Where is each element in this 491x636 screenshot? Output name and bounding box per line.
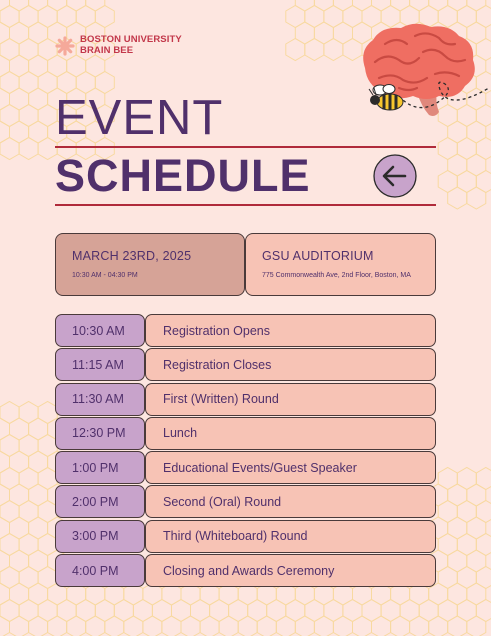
schedule-time: 11:15 AM	[55, 348, 145, 381]
honeycomb-cell	[476, 138, 491, 160]
schedule-row	[55, 520, 436, 554]
event-venue: GSU AUDITORIUM	[262, 249, 374, 263]
title-rule-bottom	[55, 204, 436, 206]
honeycomb-cell	[476, 567, 491, 589]
schedule-row	[55, 554, 436, 588]
honeycomb-cell	[286, 39, 305, 61]
honeycomb-cell	[276, 616, 295, 636]
honeycomb-cell	[295, 616, 314, 636]
arrow-left-icon	[373, 154, 417, 198]
schedule-event: Third (Whiteboard) Round	[145, 520, 436, 553]
honeycomb-cell	[219, 616, 238, 636]
honeycomb-cell	[0, 138, 19, 160]
honeycomb-cell	[353, 0, 372, 11]
honeycomb-cell	[295, 0, 314, 11]
schedule-row	[55, 485, 436, 519]
schedule-row	[55, 451, 436, 485]
schedule-event: First (Written) Round	[145, 383, 436, 416]
org-name-line1: BOSTON UNIVERSITY	[80, 34, 182, 45]
schedule-time: 4:00 PM	[55, 554, 145, 587]
schedule-row	[55, 383, 436, 417]
event-venue-card	[245, 233, 436, 296]
honeycomb-cell	[29, 0, 48, 11]
schedule-time: 2:00 PM	[55, 485, 145, 518]
honeycomb-cell	[181, 616, 200, 636]
bee-flight-trail	[395, 66, 491, 116]
honeycomb-cell	[86, 616, 105, 636]
honeycomb-cell	[429, 0, 448, 11]
honeycomb-cell	[333, 0, 352, 11]
schedule-event: Second (Oral) Round	[145, 485, 436, 518]
honeycomb-cell	[48, 616, 67, 636]
event-address: 775 Commonwealth Ave, 2nd Floor, Boston, MA	[262, 272, 411, 279]
schedule-row	[55, 314, 436, 348]
honeycomb-cell	[467, 187, 486, 209]
org-header	[55, 35, 182, 56]
honeycomb-cell	[476, 171, 491, 193]
honeycomb-cell	[10, 616, 29, 636]
schedule-row	[55, 348, 436, 382]
honeycomb-cell	[124, 616, 143, 636]
honeycomb-cell	[305, 39, 324, 61]
schedule-event: Lunch	[145, 417, 436, 450]
schedule-event: Closing and Awards Ceremony	[145, 554, 436, 587]
honeycomb-cell	[467, 0, 486, 11]
honeycomb-cell	[10, 0, 29, 11]
title-schedule: SCHEDULE	[55, 150, 311, 201]
honeycomb-cell	[314, 0, 333, 11]
event-date-card	[55, 233, 245, 296]
honeycomb-cell	[410, 0, 429, 11]
honeycomb-cell	[19, 138, 38, 160]
honeycomb-cell	[0, 0, 10, 11]
schedule-event: Registration Closes	[145, 348, 436, 381]
honeycomb-cell	[372, 616, 391, 636]
schedule-table	[55, 314, 436, 588]
honeycomb-cell	[429, 616, 448, 636]
honeycomb-cell	[143, 616, 162, 636]
schedule-event: Registration Opens	[145, 314, 436, 347]
honeycomb-cell	[86, 0, 105, 11]
honeycomb-cell	[67, 616, 86, 636]
title-event: EVENT	[55, 91, 224, 145]
bee-icon	[368, 81, 408, 115]
honeycomb-cell	[257, 616, 276, 636]
honeycomb-cell	[333, 616, 352, 636]
event-date: MARCH 23RD, 2025	[72, 249, 192, 263]
honeycomb-cell	[476, 501, 491, 523]
schedule-row	[55, 417, 436, 451]
honeycomb-cell	[0, 616, 10, 636]
schedule-time: 12:30 PM	[55, 417, 145, 450]
honeycomb-cell	[353, 616, 372, 636]
honeycomb-cell	[67, 0, 86, 11]
schedule-time: 10:30 AM	[55, 314, 145, 347]
honeycomb-cell	[476, 468, 491, 490]
org-name	[80, 35, 182, 56]
honeycomb-cell	[238, 616, 257, 636]
org-name-line2: BRAIN BEE	[80, 44, 134, 56]
honeycomb-cell	[448, 0, 467, 11]
honeycomb-cell	[476, 534, 491, 556]
sparkle-icon	[55, 36, 75, 56]
honeycomb-cell	[314, 616, 333, 636]
honeycomb-cell	[476, 600, 491, 622]
honeycomb-cell	[105, 616, 124, 636]
honeycomb-cell	[29, 616, 48, 636]
honeycomb-cell	[372, 0, 391, 11]
honeycomb-cell	[410, 616, 429, 636]
honeycomb-cell	[200, 616, 219, 636]
honeycomb-cell	[391, 0, 410, 11]
schedule-event: Educational Events/Guest Speaker	[145, 451, 436, 484]
honeycomb-cell	[467, 616, 486, 636]
honeycomb-cell	[391, 616, 410, 636]
title-rule-top	[55, 146, 436, 148]
honeycomb-cell	[48, 0, 67, 11]
schedule-time: 3:00 PM	[55, 520, 145, 553]
honeycomb-cell	[448, 187, 467, 209]
honeycomb-cell	[448, 616, 467, 636]
event-time-range: 10:30 AM - 04:30 PM	[72, 272, 138, 279]
honeycomb-cell	[162, 616, 181, 636]
schedule-time: 1:00 PM	[55, 451, 145, 484]
schedule-time: 11:30 AM	[55, 383, 145, 416]
honeycomb-cell	[324, 39, 343, 61]
